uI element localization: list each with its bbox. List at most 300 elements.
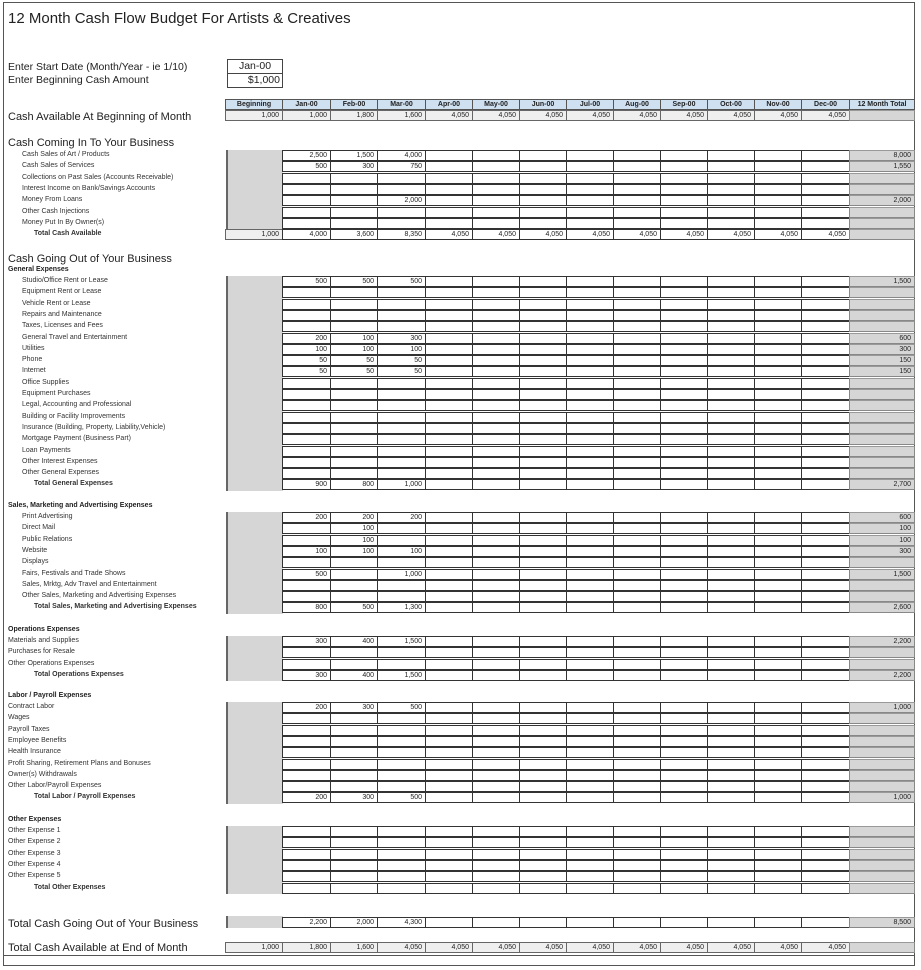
input-cell[interactable] <box>660 195 708 206</box>
input-cell[interactable] <box>330 287 378 298</box>
input-cell[interactable] <box>282 207 331 218</box>
input-cell[interactable] <box>282 287 331 298</box>
input-cell[interactable] <box>613 569 661 580</box>
input-cell[interactable] <box>472 736 520 747</box>
input-cell[interactable] <box>519 412 567 423</box>
input-cell[interactable] <box>613 310 661 321</box>
input-cell[interactable] <box>425 557 473 568</box>
input-cell[interactable] <box>472 860 520 871</box>
input-cell[interactable] <box>472 161 520 172</box>
input-cell[interactable] <box>754 412 802 423</box>
input-cell[interactable] <box>519 759 567 770</box>
input-cell[interactable] <box>472 434 520 445</box>
input-cell[interactable] <box>613 647 661 658</box>
input-cell[interactable] <box>613 702 661 713</box>
input-cell[interactable] <box>660 321 708 332</box>
input-cell[interactable] <box>472 871 520 882</box>
input-cell[interactable] <box>282 457 331 468</box>
input-cell[interactable] <box>377 184 426 195</box>
input-cell[interactable] <box>754 173 802 184</box>
input-cell[interactable] <box>754 523 802 534</box>
input-cell[interactable]: 200 <box>282 512 331 523</box>
input-cell[interactable] <box>330 173 378 184</box>
input-cell[interactable] <box>330 759 378 770</box>
input-cell[interactable] <box>566 344 614 355</box>
input-cell[interactable] <box>425 276 473 287</box>
input-cell[interactable] <box>377 759 426 770</box>
input-cell[interactable] <box>425 355 473 366</box>
input-cell[interactable] <box>425 344 473 355</box>
input-cell[interactable]: 200 <box>330 512 378 523</box>
input-cell[interactable] <box>282 849 331 860</box>
input-cell[interactable] <box>660 333 708 344</box>
input-cell[interactable] <box>754 569 802 580</box>
input-cell[interactable] <box>613 423 661 434</box>
input-cell[interactable] <box>519 659 567 670</box>
input-cell[interactable] <box>566 647 614 658</box>
input-cell[interactable] <box>566 860 614 871</box>
input-cell[interactable] <box>472 837 520 848</box>
input-cell[interactable] <box>519 569 567 580</box>
input-cell[interactable] <box>472 423 520 434</box>
input-cell[interactable] <box>519 287 567 298</box>
input-cell[interactable] <box>472 389 520 400</box>
input-cell[interactable] <box>660 512 708 523</box>
input-cell[interactable] <box>519 546 567 557</box>
input-cell[interactable] <box>472 400 520 411</box>
input-cell[interactable] <box>801 871 850 882</box>
input-cell[interactable] <box>330 412 378 423</box>
input-cell[interactable] <box>377 299 426 310</box>
input-cell[interactable] <box>330 871 378 882</box>
input-cell[interactable] <box>707 378 755 389</box>
input-cell[interactable]: 50 <box>377 355 426 366</box>
input-cell[interactable] <box>754 355 802 366</box>
input-cell[interactable] <box>519 837 567 848</box>
input-cell[interactable] <box>754 434 802 445</box>
input-cell[interactable] <box>801 569 850 580</box>
input-cell[interactable] <box>519 389 567 400</box>
input-cell[interactable] <box>613 457 661 468</box>
input-cell[interactable] <box>801 423 850 434</box>
input-cell[interactable] <box>613 161 661 172</box>
input-cell[interactable] <box>472 457 520 468</box>
input-cell[interactable] <box>330 580 378 591</box>
input-cell[interactable] <box>801 849 850 860</box>
input-cell[interactable] <box>801 512 850 523</box>
input-cell[interactable] <box>566 659 614 670</box>
input-cell[interactable] <box>801 702 850 713</box>
input-cell[interactable] <box>754 195 802 206</box>
input-cell[interactable]: 500 <box>377 702 426 713</box>
input-cell[interactable]: 200 <box>282 702 331 713</box>
input-cell[interactable] <box>801 647 850 658</box>
input-cell[interactable] <box>613 860 661 871</box>
input-cell[interactable] <box>754 184 802 195</box>
input-cell[interactable] <box>707 781 755 792</box>
input-cell[interactable]: 100 <box>330 535 378 546</box>
input-cell[interactable]: 100 <box>282 344 331 355</box>
input-cell[interactable] <box>613 759 661 770</box>
input-cell[interactable] <box>801 344 850 355</box>
input-cell[interactable] <box>377 535 426 546</box>
input-cell[interactable] <box>282 299 331 310</box>
input-cell[interactable] <box>613 725 661 736</box>
input-cell[interactable] <box>519 457 567 468</box>
input-cell[interactable]: 4,000 <box>377 150 426 161</box>
start-date-input[interactable]: Jan-00 <box>227 59 283 74</box>
input-cell[interactable] <box>707 580 755 591</box>
input-cell[interactable]: 300 <box>282 636 331 647</box>
input-cell[interactable] <box>613 218 661 229</box>
input-cell[interactable] <box>707 184 755 195</box>
input-cell[interactable] <box>330 713 378 724</box>
input-cell[interactable] <box>472 826 520 837</box>
input-cell[interactable] <box>660 184 708 195</box>
input-cell[interactable] <box>707 647 755 658</box>
input-cell[interactable] <box>566 150 614 161</box>
input-cell[interactable] <box>519 512 567 523</box>
input-cell[interactable] <box>660 580 708 591</box>
input-cell[interactable] <box>330 557 378 568</box>
input-cell[interactable] <box>801 546 850 557</box>
input-cell[interactable] <box>425 860 473 871</box>
input-cell[interactable] <box>801 366 850 377</box>
input-cell[interactable]: 50 <box>377 366 426 377</box>
input-cell[interactable] <box>519 535 567 546</box>
input-cell[interactable] <box>282 725 331 736</box>
input-cell[interactable] <box>519 871 567 882</box>
input-cell[interactable] <box>519 781 567 792</box>
input-cell[interactable] <box>377 446 426 457</box>
input-cell[interactable] <box>519 321 567 332</box>
input-cell[interactable] <box>519 468 567 479</box>
input-cell[interactable] <box>613 299 661 310</box>
input-cell[interactable] <box>613 837 661 848</box>
input-cell[interactable] <box>566 276 614 287</box>
input-cell[interactable] <box>660 826 708 837</box>
input-cell[interactable] <box>330 747 378 758</box>
input-cell[interactable] <box>754 781 802 792</box>
input-cell[interactable] <box>282 781 331 792</box>
input-cell[interactable] <box>707 468 755 479</box>
input-cell[interactable] <box>754 333 802 344</box>
input-cell[interactable] <box>377 849 426 860</box>
input-cell[interactable]: 50 <box>330 366 378 377</box>
input-cell[interactable]: 400 <box>330 636 378 647</box>
input-cell[interactable] <box>377 218 426 229</box>
input-cell[interactable] <box>707 860 755 871</box>
input-cell[interactable] <box>801 713 850 724</box>
input-cell[interactable] <box>566 781 614 792</box>
input-cell[interactable] <box>330 725 378 736</box>
input-cell[interactable] <box>707 276 755 287</box>
input-cell[interactable] <box>472 659 520 670</box>
input-cell[interactable] <box>566 446 614 457</box>
input-cell[interactable]: 750 <box>377 161 426 172</box>
input-cell[interactable] <box>707 871 755 882</box>
input-cell[interactable] <box>377 557 426 568</box>
input-cell[interactable] <box>566 355 614 366</box>
input-cell[interactable] <box>613 591 661 602</box>
input-cell[interactable] <box>754 446 802 457</box>
input-cell[interactable] <box>801 287 850 298</box>
input-cell[interactable] <box>754 218 802 229</box>
input-cell[interactable] <box>566 423 614 434</box>
input-cell[interactable] <box>707 546 755 557</box>
input-cell[interactable] <box>660 366 708 377</box>
input-cell[interactable] <box>660 400 708 411</box>
input-cell[interactable] <box>566 457 614 468</box>
input-cell[interactable] <box>330 849 378 860</box>
input-cell[interactable] <box>330 569 378 580</box>
input-cell[interactable] <box>707 512 755 523</box>
input-cell[interactable] <box>754 736 802 747</box>
input-cell[interactable] <box>472 287 520 298</box>
input-cell[interactable] <box>801 207 850 218</box>
input-cell[interactable] <box>472 310 520 321</box>
input-cell[interactable] <box>613 713 661 724</box>
input-cell[interactable] <box>566 837 614 848</box>
input-cell[interactable] <box>330 378 378 389</box>
input-cell[interactable]: 100 <box>282 546 331 557</box>
input-cell[interactable] <box>660 546 708 557</box>
input-cell[interactable] <box>566 161 614 172</box>
input-cell[interactable] <box>801 276 850 287</box>
input-cell[interactable] <box>660 713 708 724</box>
input-cell[interactable] <box>707 423 755 434</box>
input-cell[interactable]: 1,500 <box>330 150 378 161</box>
input-cell[interactable] <box>613 276 661 287</box>
input-cell[interactable] <box>282 468 331 479</box>
input-cell[interactable] <box>377 423 426 434</box>
input-cell[interactable] <box>566 195 614 206</box>
input-cell[interactable] <box>660 344 708 355</box>
input-cell[interactable] <box>282 557 331 568</box>
input-cell[interactable] <box>613 400 661 411</box>
input-cell[interactable] <box>707 218 755 229</box>
input-cell[interactable] <box>425 759 473 770</box>
input-cell[interactable] <box>519 333 567 344</box>
input-cell[interactable] <box>660 523 708 534</box>
input-cell[interactable] <box>754 725 802 736</box>
input-cell[interactable] <box>377 713 426 724</box>
input-cell[interactable] <box>707 355 755 366</box>
input-cell[interactable] <box>519 434 567 445</box>
input-cell[interactable] <box>282 173 331 184</box>
input-cell[interactable]: 200 <box>377 512 426 523</box>
input-cell[interactable] <box>613 207 661 218</box>
input-cell[interactable] <box>801 725 850 736</box>
input-cell[interactable] <box>425 770 473 781</box>
input-cell[interactable] <box>801 826 850 837</box>
input-cell[interactable]: 2,000 <box>377 195 426 206</box>
input-cell[interactable] <box>377 434 426 445</box>
input-cell[interactable] <box>377 378 426 389</box>
input-cell[interactable] <box>282 446 331 457</box>
input-cell[interactable] <box>472 702 520 713</box>
input-cell[interactable] <box>472 207 520 218</box>
input-cell[interactable] <box>801 457 850 468</box>
input-cell[interactable] <box>707 207 755 218</box>
input-cell[interactable] <box>519 423 567 434</box>
input-cell[interactable] <box>566 184 614 195</box>
input-cell[interactable]: 100 <box>377 344 426 355</box>
input-cell[interactable] <box>425 434 473 445</box>
input-cell[interactable] <box>519 184 567 195</box>
input-cell[interactable] <box>754 702 802 713</box>
input-cell[interactable] <box>472 580 520 591</box>
input-cell[interactable] <box>377 591 426 602</box>
input-cell[interactable]: 300 <box>330 702 378 713</box>
input-cell[interactable] <box>425 826 473 837</box>
input-cell[interactable] <box>330 736 378 747</box>
input-cell[interactable] <box>566 759 614 770</box>
input-cell[interactable] <box>660 837 708 848</box>
input-cell[interactable] <box>754 871 802 882</box>
input-cell[interactable]: 500 <box>282 276 331 287</box>
input-cell[interactable] <box>519 195 567 206</box>
input-cell[interactable] <box>801 434 850 445</box>
input-cell[interactable] <box>377 837 426 848</box>
input-cell[interactable] <box>801 468 850 479</box>
input-cell[interactable] <box>613 287 661 298</box>
input-cell[interactable] <box>282 591 331 602</box>
input-cell[interactable] <box>330 770 378 781</box>
input-cell[interactable] <box>754 535 802 546</box>
input-cell[interactable] <box>519 355 567 366</box>
input-cell[interactable] <box>282 195 331 206</box>
input-cell[interactable] <box>754 580 802 591</box>
input-cell[interactable] <box>472 591 520 602</box>
input-cell[interactable] <box>707 569 755 580</box>
input-cell[interactable] <box>425 310 473 321</box>
input-cell[interactable] <box>660 173 708 184</box>
input-cell[interactable] <box>566 321 614 332</box>
input-cell[interactable]: 500 <box>330 276 378 287</box>
input-cell[interactable] <box>707 173 755 184</box>
input-cell[interactable] <box>472 636 520 647</box>
input-cell[interactable] <box>519 736 567 747</box>
input-cell[interactable] <box>801 218 850 229</box>
input-cell[interactable] <box>566 218 614 229</box>
input-cell[interactable] <box>330 195 378 206</box>
input-cell[interactable] <box>707 747 755 758</box>
input-cell[interactable] <box>330 207 378 218</box>
input-cell[interactable] <box>801 736 850 747</box>
input-cell[interactable] <box>754 161 802 172</box>
input-cell[interactable]: 500 <box>377 276 426 287</box>
input-cell[interactable] <box>754 276 802 287</box>
input-cell[interactable] <box>519 173 567 184</box>
input-cell[interactable] <box>425 184 473 195</box>
input-cell[interactable]: 100 <box>330 546 378 557</box>
input-cell[interactable] <box>425 849 473 860</box>
input-cell[interactable] <box>377 580 426 591</box>
input-cell[interactable] <box>566 871 614 882</box>
input-cell[interactable] <box>613 871 661 882</box>
input-cell[interactable] <box>754 287 802 298</box>
input-cell[interactable] <box>754 207 802 218</box>
input-cell[interactable] <box>754 512 802 523</box>
input-cell[interactable] <box>613 636 661 647</box>
input-cell[interactable] <box>660 647 708 658</box>
input-cell[interactable] <box>707 770 755 781</box>
input-cell[interactable] <box>282 218 331 229</box>
input-cell[interactable] <box>707 702 755 713</box>
input-cell[interactable] <box>801 580 850 591</box>
input-cell[interactable] <box>613 512 661 523</box>
input-cell[interactable] <box>377 321 426 332</box>
input-cell[interactable] <box>519 299 567 310</box>
input-cell[interactable] <box>566 725 614 736</box>
input-cell[interactable] <box>707 400 755 411</box>
input-cell[interactable] <box>754 423 802 434</box>
input-cell[interactable] <box>472 535 520 546</box>
input-cell[interactable] <box>566 770 614 781</box>
input-cell[interactable] <box>754 546 802 557</box>
input-cell[interactable] <box>801 184 850 195</box>
input-cell[interactable] <box>377 860 426 871</box>
input-cell[interactable] <box>330 446 378 457</box>
input-cell[interactable] <box>660 659 708 670</box>
input-cell[interactable] <box>472 173 520 184</box>
input-cell[interactable] <box>330 423 378 434</box>
input-cell[interactable] <box>519 747 567 758</box>
input-cell[interactable] <box>707 725 755 736</box>
input-cell[interactable] <box>566 849 614 860</box>
input-cell[interactable] <box>519 713 567 724</box>
input-cell[interactable] <box>801 557 850 568</box>
input-cell[interactable]: 50 <box>330 355 378 366</box>
input-cell[interactable] <box>754 378 802 389</box>
input-cell[interactable] <box>801 355 850 366</box>
input-cell[interactable] <box>519 310 567 321</box>
input-cell[interactable] <box>660 871 708 882</box>
input-cell[interactable] <box>425 659 473 670</box>
input-cell[interactable] <box>566 434 614 445</box>
input-cell[interactable] <box>707 457 755 468</box>
input-cell[interactable] <box>613 321 661 332</box>
input-cell[interactable] <box>519 725 567 736</box>
input-cell[interactable] <box>472 781 520 792</box>
input-cell[interactable] <box>754 557 802 568</box>
input-cell[interactable] <box>282 736 331 747</box>
input-cell[interactable] <box>377 659 426 670</box>
input-cell[interactable] <box>519 636 567 647</box>
input-cell[interactable] <box>425 366 473 377</box>
input-cell[interactable] <box>660 569 708 580</box>
input-cell[interactable] <box>330 659 378 670</box>
input-cell[interactable] <box>660 446 708 457</box>
input-cell[interactable] <box>330 310 378 321</box>
input-cell[interactable] <box>754 647 802 658</box>
input-cell[interactable] <box>282 747 331 758</box>
input-cell[interactable]: 300 <box>330 161 378 172</box>
input-cell[interactable] <box>282 659 331 670</box>
input-cell[interactable] <box>282 310 331 321</box>
input-cell[interactable] <box>613 366 661 377</box>
input-cell[interactable] <box>613 747 661 758</box>
input-cell[interactable]: 2,500 <box>282 150 331 161</box>
input-cell[interactable] <box>377 412 426 423</box>
input-cell[interactable] <box>660 378 708 389</box>
input-cell[interactable] <box>613 150 661 161</box>
input-cell[interactable] <box>613 344 661 355</box>
input-cell[interactable] <box>566 826 614 837</box>
input-cell[interactable] <box>566 287 614 298</box>
input-cell[interactable] <box>425 412 473 423</box>
